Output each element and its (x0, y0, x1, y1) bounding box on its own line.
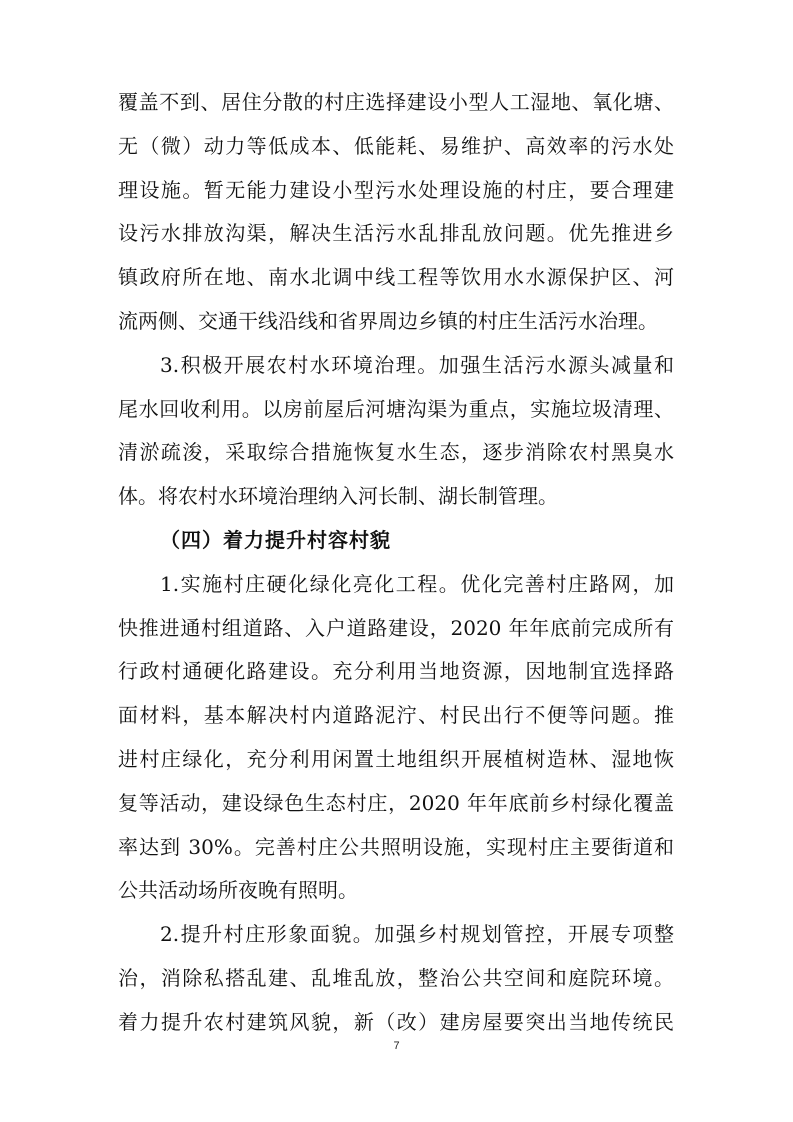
text-line: 理设施。暂无能力建设小型污水处理设施的村庄，要合理建 (118, 178, 674, 202)
text-line: 清淤疏浚，采取综合措施恢复水生态，逐步消除农村黑臭水 (118, 440, 674, 464)
text-line: 体。将农村水环境治理纳入河长制、湖长制管理。 (118, 484, 558, 508)
text-line: 尾水回收利用。以房前屋后河塘沟渠为重点，实施垃圾清理、 (118, 397, 674, 421)
page-number: 7 (393, 1040, 400, 1052)
text-line: 2.提升村庄形象面貌。加强乡村规划管控，开展专项整 (160, 922, 674, 946)
text-line: 设污水排放沟渠，解决生活污水乱排乱放问题。优先推进乡 (118, 221, 674, 245)
text-line: 3.积极开展农村水环境治理。加强生活污水源头减量和 (160, 353, 674, 377)
text-line: 镇政府所在地、南水北调中线工程等饮用水水源保护区、河 (118, 265, 674, 289)
text-line: 行政村通硬化路建设。充分利用当地资源，因地制宜选择路 (118, 659, 674, 683)
text-line: 1.实施村庄硬化绿化亮化工程。优化完善村庄路网，加 (160, 572, 674, 596)
text-line: 无（微）动力等低成本、低能耗、易维护、高效率的污水处 (118, 134, 674, 158)
text-line: 公共活动场所夜晚有照明。 (118, 878, 358, 902)
text-line: 治，消除私搭乱建、乱堆乱放，整治公共空间和庭院环境。 (118, 966, 674, 990)
text-line: 面材料，基本解决村内道路泥泞、村民出行不便等问题。推 (118, 703, 674, 727)
text-line: 覆盖不到、居住分散的村庄选择建设小型人工湿地、氧化塘、 (118, 90, 674, 114)
text-line: 着力提升农村建筑风貌，新（改）建房屋要突出当地传统民 (118, 1010, 674, 1034)
section-heading: （四）着力提升村容村貌 (160, 528, 391, 552)
text-line: 快推进通村组道路、入户道路建设，2020 年年底前完成所有 (118, 616, 674, 640)
text-line: 进村庄绿化，充分利用闲置土地组织开展植树造林、湿地恢 (118, 747, 674, 771)
text-line: 流两侧、交通干线沿线和省界周边乡镇的村庄生活污水治理。 (118, 309, 658, 333)
text-line: 复等活动，建设绿色生态村庄，2020 年年底前乡村绿化覆盖 (118, 791, 674, 815)
text-line: 率达到 30%。完善村庄公共照明设施，实现村庄主要街道和 (118, 835, 674, 859)
